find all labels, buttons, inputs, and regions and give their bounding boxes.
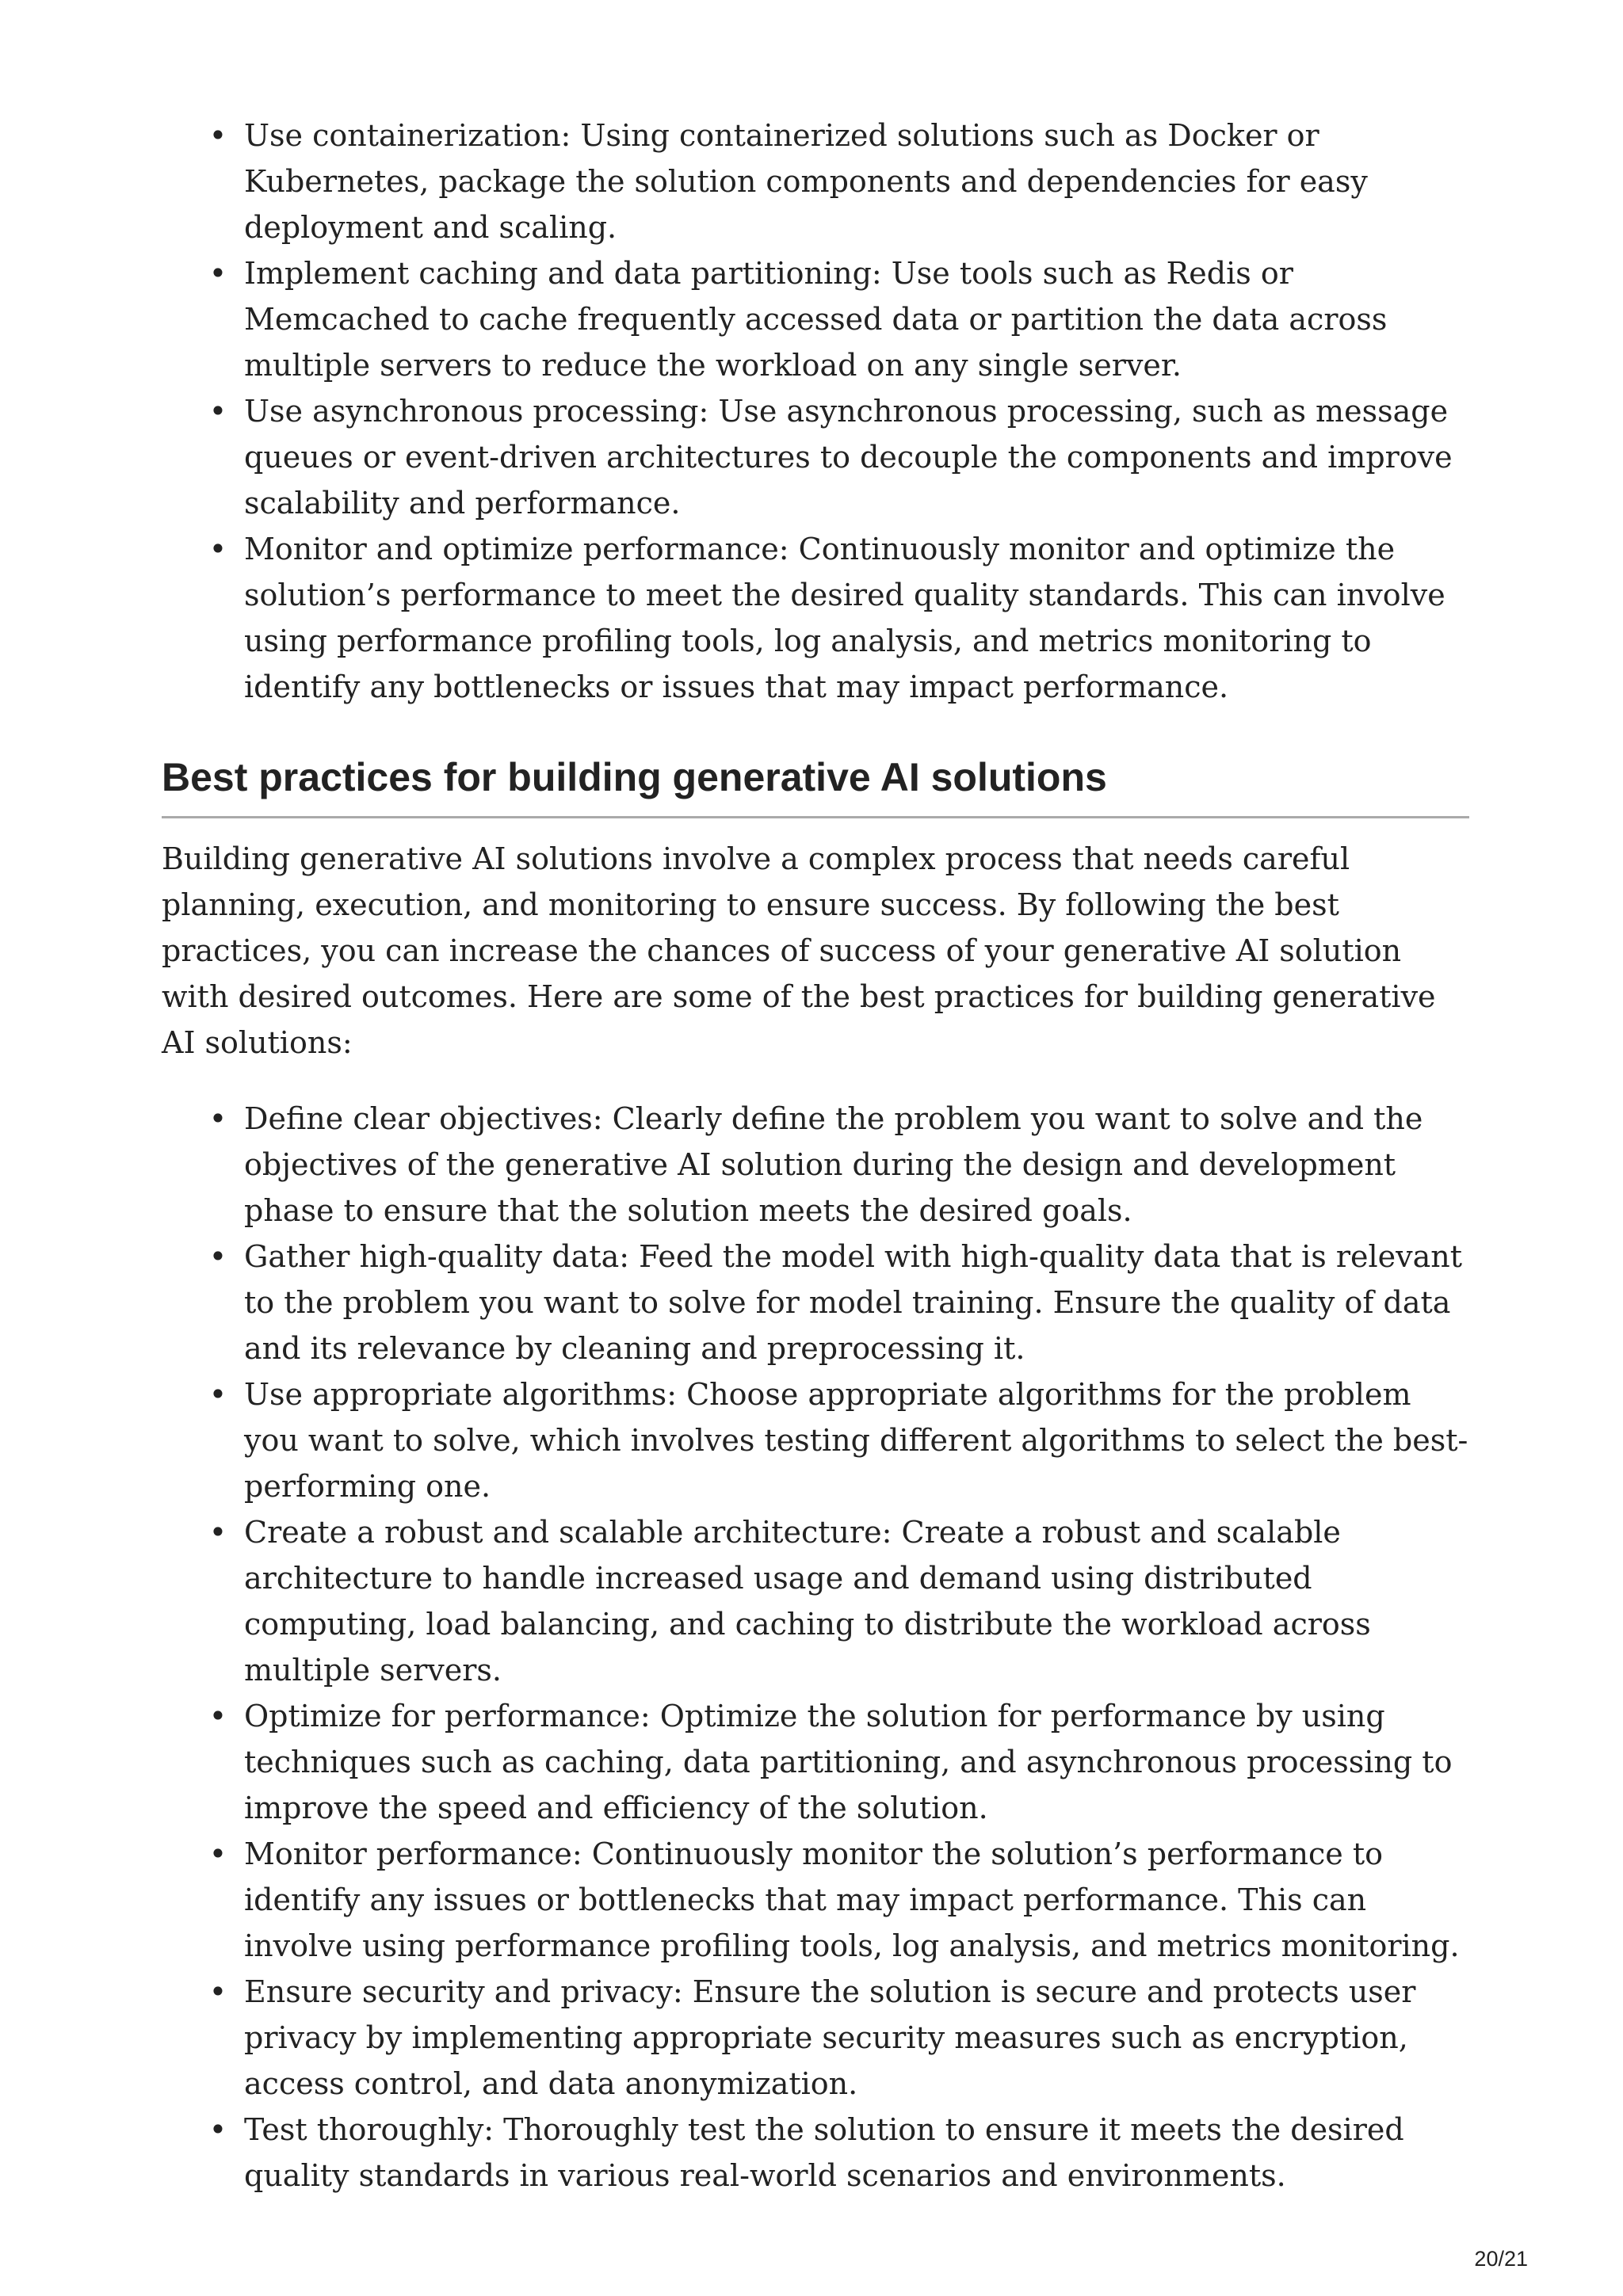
bullet-icon: • (208, 1699, 227, 1733)
bullet-icon: • (208, 394, 227, 429)
bullet-icon: • (208, 118, 227, 153)
list-item (208, 1969, 1469, 2107)
list-item (208, 1371, 1469, 1509)
list-item-text: Create a robust and scalable architecture: Create a robust and scalable architecture to handle increased usage and demand using distributed computing, load balancing, and caching to distribute the workload across multiple servers. (244, 1515, 1371, 1688)
bullet-icon: • (208, 1101, 227, 1136)
list-item-text: Implement caching and data partitioning: Use tools such as Redis or Memcached to cache frequently accessed data or partition the data across multiple servers to reduce the workload on any single server. (244, 256, 1388, 383)
list-item-text: Test thoroughly: Thoroughly test the solution to ensure it meets the desired quality standards in various real-world scenarios and environments. (244, 2112, 1404, 2193)
bullet-icon: • (208, 1974, 227, 2009)
intro-paragraph: Building generative AI solutions involve a complex process that needs careful planning, execution, and monitoring to ensure success. By following the best practices, you can increase the chances of success of your generative AI solution with desired outcomes. Here are some of the best practices for building generative AI solutions: (162, 841, 1436, 1060)
list-item (208, 526, 1469, 710)
list-item-text: Use asynchronous processing: Use asynchronous processing, such as message queues or event-driven architectures to decouple the components and improve scalability and performance. (244, 394, 1453, 521)
list-item (208, 388, 1469, 526)
list-item-text: Define clear objectives: Clearly define the problem you want to solve and the objectives of the generative AI solution during the design and development phase to ensure that the solution meets the desired goals. (244, 1101, 1423, 1228)
bullet-icon: • (208, 2112, 227, 2147)
bullet-icon: • (208, 256, 227, 291)
bullet-icon: • (208, 1377, 227, 1412)
list-item-text: Monitor performance: Continuously monitor the solution’s performance to identify any issues or bottlenecks that may impact performance. This can involve using performance profiling tools, log analysis, and metrics monitoring. (244, 1836, 1460, 1963)
list-item (208, 250, 1469, 388)
list-item (208, 1234, 1469, 1371)
list-item-text: Gather high-quality data: Feed the model with high-quality data that is relevant to the problem you want to solve for model training. Ensure the quality of data and its relevance by cleaning and preprocessing it. (244, 1239, 1463, 1366)
list-item (208, 1509, 1469, 1693)
list-item-text: Use appropriate algorithms: Choose appropriate algorithms for the problem you want to solve, which involves testing different algorithms to select the best-performing one. (244, 1377, 1468, 1504)
list-item-text: Optimize for performance: Optimize the solution for performance by using techniques such as caching, data partitioning, and asynchronous processing to improve the speed and efficiency of the solution. (244, 1699, 1453, 1825)
section-heading: Best practices for building generative AI solutions (162, 749, 1469, 818)
top-bullet-list (162, 113, 1469, 710)
best-practices-list (162, 1096, 1469, 2199)
list-item (208, 1096, 1469, 1234)
page-number: 20/21 (1474, 2247, 1528, 2271)
bullet-icon: • (208, 1515, 227, 1550)
list-item (208, 1831, 1469, 1969)
list-item-text: Use containerization: Using containerized solutions such as Docker or Kubernetes, package the solution components and dependencies for easy deployment and scaling. (244, 118, 1368, 245)
list-item (208, 113, 1469, 250)
list-item-text: Ensure security and privacy: Ensure the solution is secure and protects user privacy by implementing appropriate security measures such as encryption, access control, and data anonymization. (244, 1974, 1416, 2101)
bullet-icon: • (208, 1239, 227, 1274)
list-item (208, 2107, 1469, 2199)
page-content (162, 113, 1469, 2199)
list-item-text: Monitor and optimize performance: Continuously monitor and optimize the solution’s performance to meet the desired quality standards. This can involve using performance profiling tools, log analysis, and metrics monitoring to identify any bottlenecks or issues that may impact performance. (244, 532, 1445, 704)
bullet-icon: • (208, 532, 227, 566)
list-item (208, 1693, 1469, 1831)
bullet-icon: • (208, 1836, 227, 1871)
